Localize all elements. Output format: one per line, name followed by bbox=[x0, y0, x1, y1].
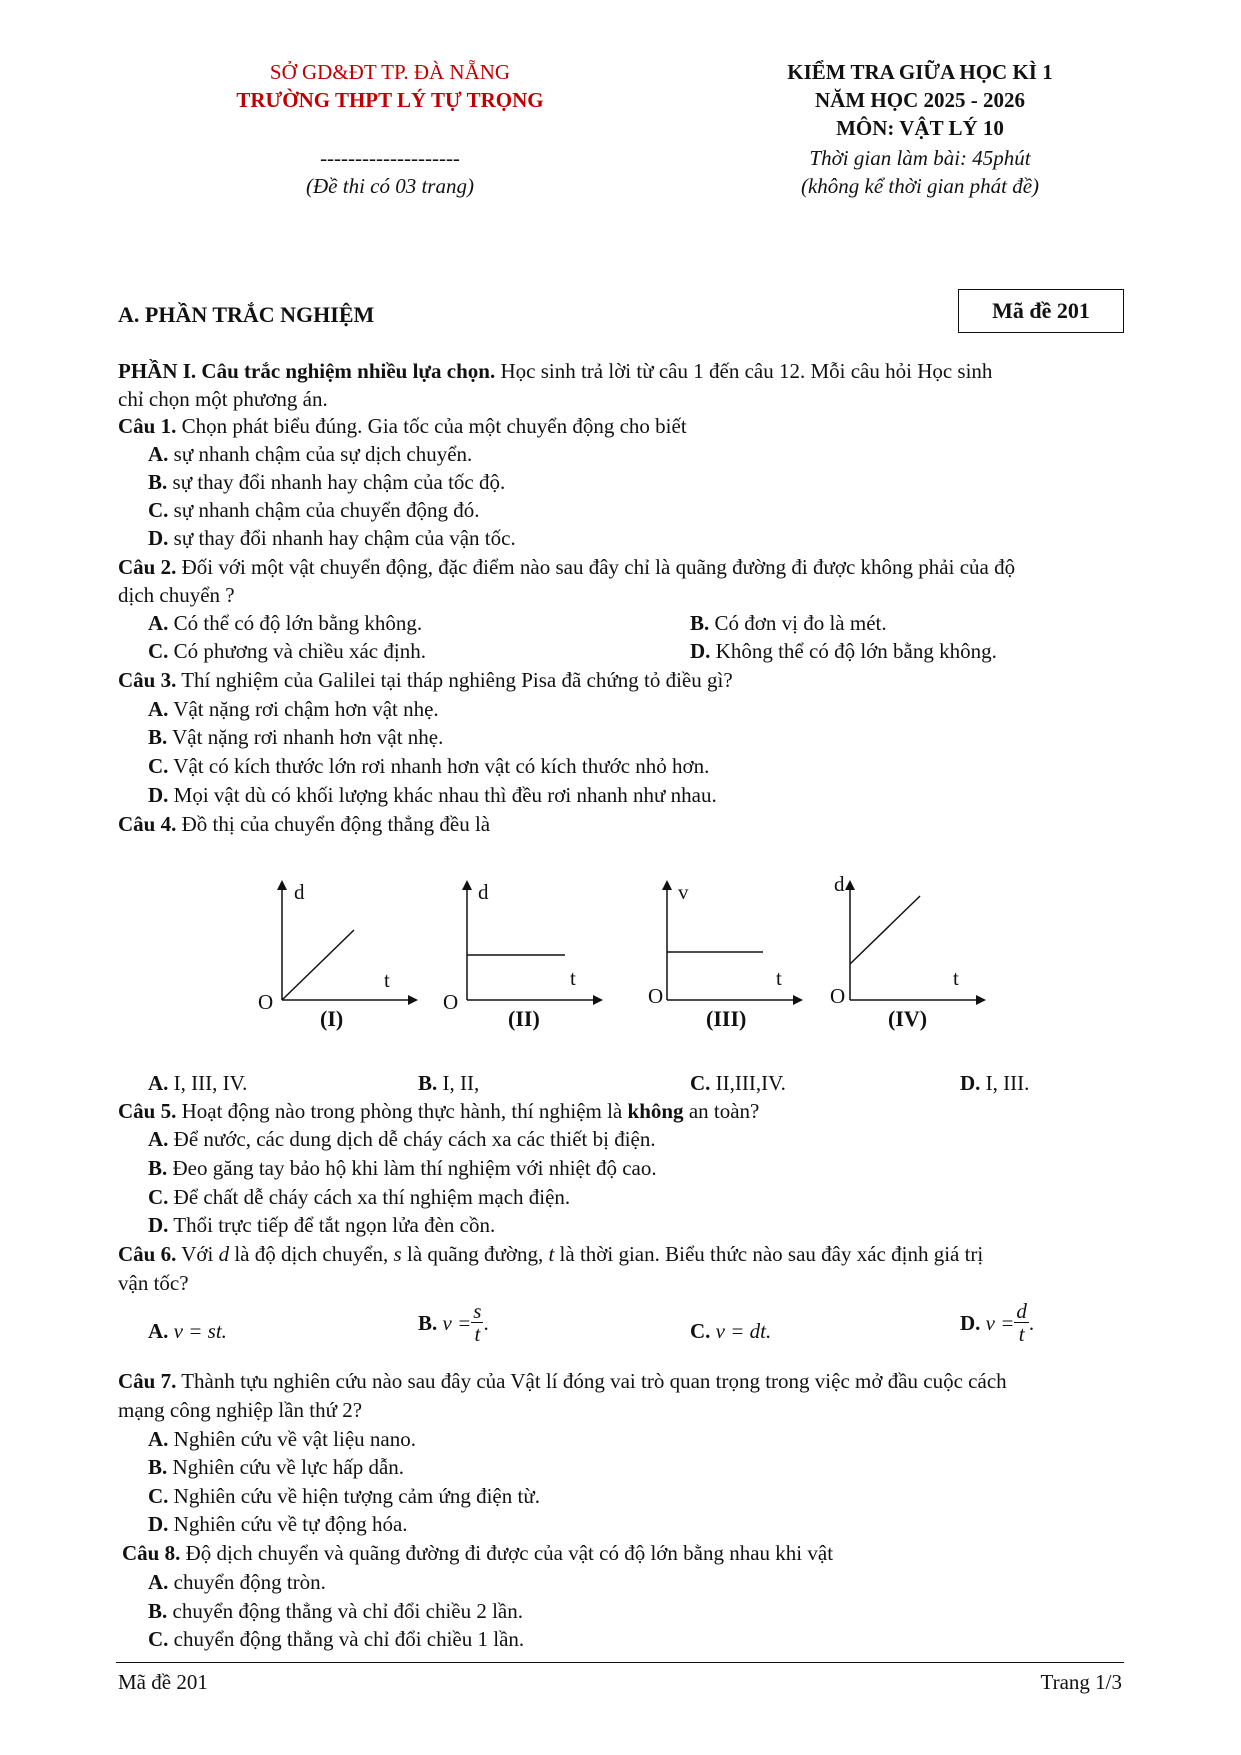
exam-title: KIỂM TRA GIỮA HỌC KÌ 1 bbox=[787, 60, 1053, 84]
option-letter: A. bbox=[148, 1570, 169, 1594]
q2-option-c bbox=[148, 638, 426, 664]
q1-option-b bbox=[148, 469, 505, 495]
graph-iv-origin: O bbox=[830, 984, 846, 1008]
formula-dot: . bbox=[483, 1310, 489, 1335]
option-letter: D. bbox=[960, 1310, 981, 1335]
question-4 bbox=[118, 811, 490, 837]
option-letter: B. bbox=[148, 1599, 168, 1623]
option-text: Nghiên cứu về vật liệu nano. bbox=[173, 1427, 416, 1451]
header-dashes: -------------------- bbox=[320, 146, 460, 170]
q8-text: Độ dịch chuyển và quãng đường đi được của vật có độ lớn bằng nhau khi vật bbox=[180, 1541, 834, 1565]
question-3 bbox=[118, 667, 733, 693]
q2-text2: dịch chuyển ? bbox=[118, 583, 235, 607]
fraction bbox=[1014, 1300, 1029, 1345]
option-letter: A. bbox=[148, 1319, 169, 1343]
option-text: Vật nặng rơi nhanh hơn vật nhẹ. bbox=[172, 725, 444, 749]
q2-option-d bbox=[690, 638, 997, 664]
q1-label: Câu 1. bbox=[118, 414, 177, 438]
option-text: Mọi vật dù có khối lượng khác nhau thì đều rơi nhanh như nhau. bbox=[173, 783, 717, 807]
option-text: I, III, IV. bbox=[173, 1071, 248, 1095]
option-letter: A. bbox=[148, 1127, 169, 1151]
q3-option-c bbox=[148, 753, 709, 779]
q4-text: Đồ thị của chuyển động thẳng đều là bbox=[176, 812, 491, 836]
question-8 bbox=[122, 1540, 833, 1566]
q1-text: Chọn phát biểu đúng. Gia tốc của một chuyển động cho biết bbox=[176, 414, 687, 438]
option-text: v = st. bbox=[173, 1319, 227, 1343]
footer-exam-code: Mã đề 201 bbox=[118, 1670, 208, 1694]
q6-var-s: s bbox=[393, 1242, 402, 1266]
option-letter: C. bbox=[148, 1185, 169, 1209]
q2-option-b bbox=[690, 610, 887, 636]
option-letter: C. bbox=[690, 1319, 711, 1343]
option-text: Không thể có độ lớn bằng không. bbox=[715, 639, 997, 663]
question-1 bbox=[118, 413, 687, 439]
option-letter: C. bbox=[148, 1484, 169, 1508]
option-text: Có đơn vị đo là mét. bbox=[714, 611, 887, 635]
question-5 bbox=[118, 1098, 759, 1124]
q7-option-d bbox=[148, 1511, 408, 1537]
question-2 bbox=[118, 554, 1015, 580]
numerator: s bbox=[473, 1299, 482, 1323]
option-text: sự nhanh chậm của chuyển động đó. bbox=[173, 498, 480, 522]
numerator: d bbox=[1016, 1299, 1027, 1323]
option-letter: D. bbox=[148, 1512, 169, 1536]
footer-page-number: Trang 1/3 bbox=[1040, 1670, 1122, 1694]
q6-option-d bbox=[960, 1300, 1034, 1345]
part1-instructions bbox=[118, 358, 992, 384]
option-letter: B. bbox=[148, 725, 168, 749]
q8-option-c bbox=[148, 1626, 524, 1652]
graph-iv-xlabel: t bbox=[953, 966, 959, 990]
q4-label: Câu 4. bbox=[118, 812, 177, 836]
q2-label: Câu 2. bbox=[118, 555, 177, 579]
option-letter: D. bbox=[690, 639, 711, 663]
option-text: Có phương và chiều xác định. bbox=[173, 639, 426, 663]
q2-option-a bbox=[148, 610, 422, 636]
graph-iv-name: (IV) bbox=[888, 1006, 928, 1031]
option-letter: D. bbox=[148, 526, 169, 550]
q1-option-d bbox=[148, 525, 516, 551]
graph-ii-xlabel: t bbox=[570, 966, 576, 990]
graph-iv-ylabel: d bbox=[834, 872, 845, 896]
graph-ii-ylabel: d bbox=[478, 880, 489, 904]
formula-dot: . bbox=[1028, 1310, 1035, 1335]
footer-divider bbox=[116, 1662, 1124, 1663]
option-text: sự thay đổi nhanh hay chậm của tốc độ. bbox=[172, 470, 506, 494]
option-text: Nghiên cứu về hiện tượng cảm ứng điện từ. bbox=[173, 1484, 540, 1508]
q3-text: Thí nghiệm của Galilei tại tháp nghiêng Pisa đã chứng tỏ điều gì? bbox=[176, 668, 733, 692]
q7-option-a bbox=[148, 1426, 416, 1452]
option-text: I, II, bbox=[442, 1071, 480, 1095]
part1-instr-line2: chỉ chọn một phương án. bbox=[118, 387, 328, 411]
option-letter: C. bbox=[690, 1071, 711, 1095]
q5-label: Câu 5. bbox=[118, 1099, 177, 1123]
option-text: Nghiên cứu về tự động hóa. bbox=[173, 1512, 408, 1536]
option-text: Để nước, các dung dịch dễ cháy cách xa các thiết bị điện. bbox=[173, 1127, 656, 1151]
section-title: A. PHẦN TRẮC NGHIỆM bbox=[118, 302, 375, 327]
q3-option-d bbox=[148, 782, 717, 808]
q5-text-bold: không bbox=[627, 1099, 684, 1123]
graph-ii-origin: O bbox=[443, 990, 459, 1014]
formula-lhs: v = bbox=[985, 1310, 1015, 1335]
option-letter: B. bbox=[148, 1455, 168, 1479]
option-text: II,III,IV. bbox=[715, 1071, 786, 1095]
q7-option-c bbox=[148, 1483, 540, 1509]
q6-var-d: d bbox=[218, 1242, 230, 1266]
q8-label: Câu 8. bbox=[122, 1541, 181, 1565]
part1-instr-line1: Học sinh trả lời từ câu 1 đến câu 12. Mỗi câu hỏi Học sinh bbox=[495, 359, 993, 383]
graph-iv-axes bbox=[838, 880, 988, 1010]
duration-note: (không kể thời gian phát đề) bbox=[800, 174, 1040, 198]
option-letter: C. bbox=[148, 639, 169, 663]
q6-text2: vận tốc? bbox=[118, 1271, 189, 1295]
option-text: chuyển động thẳng và chỉ đổi chiều 1 lần. bbox=[173, 1627, 525, 1651]
graph-iii-ylabel: v bbox=[678, 880, 689, 904]
option-text: chuyển động thẳng và chỉ đổi chiều 2 lần. bbox=[172, 1599, 524, 1623]
q7-label: Câu 7. bbox=[118, 1369, 177, 1393]
graph-iii-origin: O bbox=[648, 984, 664, 1008]
option-text: sự thay đổi nhanh hay chậm của vận tốc. bbox=[173, 526, 516, 550]
q3-option-a bbox=[148, 696, 439, 722]
option-letter: A. bbox=[148, 1071, 169, 1095]
q4-option-c bbox=[690, 1070, 786, 1096]
q1-option-a bbox=[148, 441, 472, 467]
q8-option-a bbox=[148, 1569, 326, 1595]
q7-text2: mạng công nghiệp lần thứ 2? bbox=[118, 1398, 363, 1422]
exam-code-box: Mã đề 201 bbox=[958, 289, 1124, 333]
option-letter: B. bbox=[418, 1310, 438, 1335]
graph-i-ylabel: d bbox=[294, 880, 305, 904]
q5-option-c bbox=[148, 1184, 570, 1210]
option-text: Có thể có độ lớn bằng không. bbox=[173, 611, 423, 635]
question-7 bbox=[118, 1368, 1007, 1394]
subject: MÔN: VẬT LÝ 10 bbox=[836, 116, 1004, 140]
q8-option-b bbox=[148, 1598, 523, 1624]
q1-option-c bbox=[148, 497, 480, 523]
q6-option-a bbox=[148, 1318, 227, 1344]
q6-text: là quãng đường, bbox=[401, 1242, 549, 1266]
denominator: t bbox=[1018, 1322, 1025, 1346]
formula-lhs: v = bbox=[442, 1310, 472, 1335]
option-letter: C. bbox=[148, 754, 169, 778]
option-letter: B. bbox=[148, 470, 168, 494]
department-name: SỞ GD&ĐT TP. ĐÀ NẴNG bbox=[269, 60, 511, 84]
q4-option-b bbox=[418, 1070, 479, 1096]
graph-i-axes bbox=[270, 880, 420, 1010]
option-letter: D. bbox=[148, 1213, 169, 1237]
option-text: Vật nặng rơi chậm hơn vật nhẹ. bbox=[173, 697, 439, 721]
q5-text-post: an toàn? bbox=[683, 1099, 760, 1123]
graph-i-origin: O bbox=[258, 990, 274, 1014]
option-text: Vật có kích thước lớn rơi nhanh hơn vật có kích thước nhỏ hơn. bbox=[173, 754, 710, 778]
school-name: TRƯỜNG THPT LÝ TỰ TRỌNG bbox=[236, 88, 544, 112]
q3-option-b bbox=[148, 724, 443, 750]
q5-text-pre: Hoạt động nào trong phòng thực hành, thí nghiệm là bbox=[176, 1099, 628, 1123]
part1-title: PHẦN I. Câu trắc nghiệm nhiều lựa chọn. bbox=[118, 359, 496, 383]
option-text: Nghiên cứu về lực hấp dẫn. bbox=[172, 1455, 405, 1479]
q7-text1: Thành tựu nghiên cứu nào sau đây của Vật lí đóng vai trò quan trọng trong việc mở đầu cuộc cách bbox=[176, 1369, 1007, 1393]
option-letter: C. bbox=[148, 498, 169, 522]
q5-option-b bbox=[148, 1155, 657, 1181]
graph-iii-name: (III) bbox=[706, 1006, 747, 1031]
fraction bbox=[471, 1300, 483, 1345]
graph-ii-name: (II) bbox=[508, 1006, 540, 1031]
option-text: sự nhanh chậm của sự dịch chuyển. bbox=[173, 442, 473, 466]
graph-i-name: (I) bbox=[320, 1006, 344, 1031]
exam-duration: Thời gian làm bài: 45phút bbox=[809, 146, 1031, 170]
q6-text: là thời gian. Biểu thức nào sau đây xác định giá trị bbox=[554, 1242, 984, 1266]
q6-var-t: t bbox=[548, 1242, 555, 1266]
option-letter: A. bbox=[148, 1427, 169, 1451]
q4-option-a bbox=[148, 1070, 247, 1096]
q6-option-b bbox=[418, 1300, 489, 1345]
option-letter: D. bbox=[960, 1071, 981, 1095]
option-letter: A. bbox=[148, 442, 169, 466]
q6-label: Câu 6. bbox=[118, 1242, 177, 1266]
q3-label: Câu 3. bbox=[118, 668, 177, 692]
page-count-note: (Đề thi có 03 trang) bbox=[306, 174, 474, 198]
option-text: I, III. bbox=[985, 1071, 1030, 1095]
q6-text: Với bbox=[176, 1242, 219, 1266]
option-letter: B. bbox=[690, 611, 710, 635]
q6-option-c bbox=[690, 1318, 771, 1344]
option-letter: A. bbox=[148, 697, 169, 721]
question-6 bbox=[118, 1241, 983, 1267]
school-year: NĂM HỌC 2025 - 2026 bbox=[815, 88, 1025, 112]
option-letter: A. bbox=[148, 611, 169, 635]
option-letter: D. bbox=[148, 783, 169, 807]
graph-iii-xlabel: t bbox=[776, 966, 782, 990]
option-text: Đeo găng tay bảo hộ khi làm thí nghiệm với nhiệt độ cao. bbox=[172, 1156, 657, 1180]
option-text: Thổi trực tiếp để tắt ngọn lửa đèn cồn. bbox=[173, 1213, 496, 1237]
option-text: v = dt. bbox=[715, 1319, 772, 1343]
q2-text1: Đối với một vật chuyển động, đặc điểm nào sau đây chỉ là quãng đường đi được không phải của độ bbox=[176, 555, 1016, 579]
graph-i-xlabel: t bbox=[384, 968, 390, 992]
option-letter: B. bbox=[418, 1071, 438, 1095]
option-letter: B. bbox=[148, 1156, 168, 1180]
q5-option-a bbox=[148, 1126, 656, 1152]
option-text: chuyển động tròn. bbox=[173, 1570, 326, 1594]
option-letter: C. bbox=[148, 1627, 169, 1651]
option-text: Để chất dễ cháy cách xa thí nghiệm mạch điện. bbox=[173, 1185, 571, 1209]
q4-option-d bbox=[960, 1070, 1029, 1096]
denominator: t bbox=[474, 1322, 481, 1346]
q6-text: là độ dịch chuyển, bbox=[229, 1242, 394, 1266]
q7-option-b bbox=[148, 1454, 404, 1480]
q5-option-d bbox=[148, 1212, 495, 1238]
